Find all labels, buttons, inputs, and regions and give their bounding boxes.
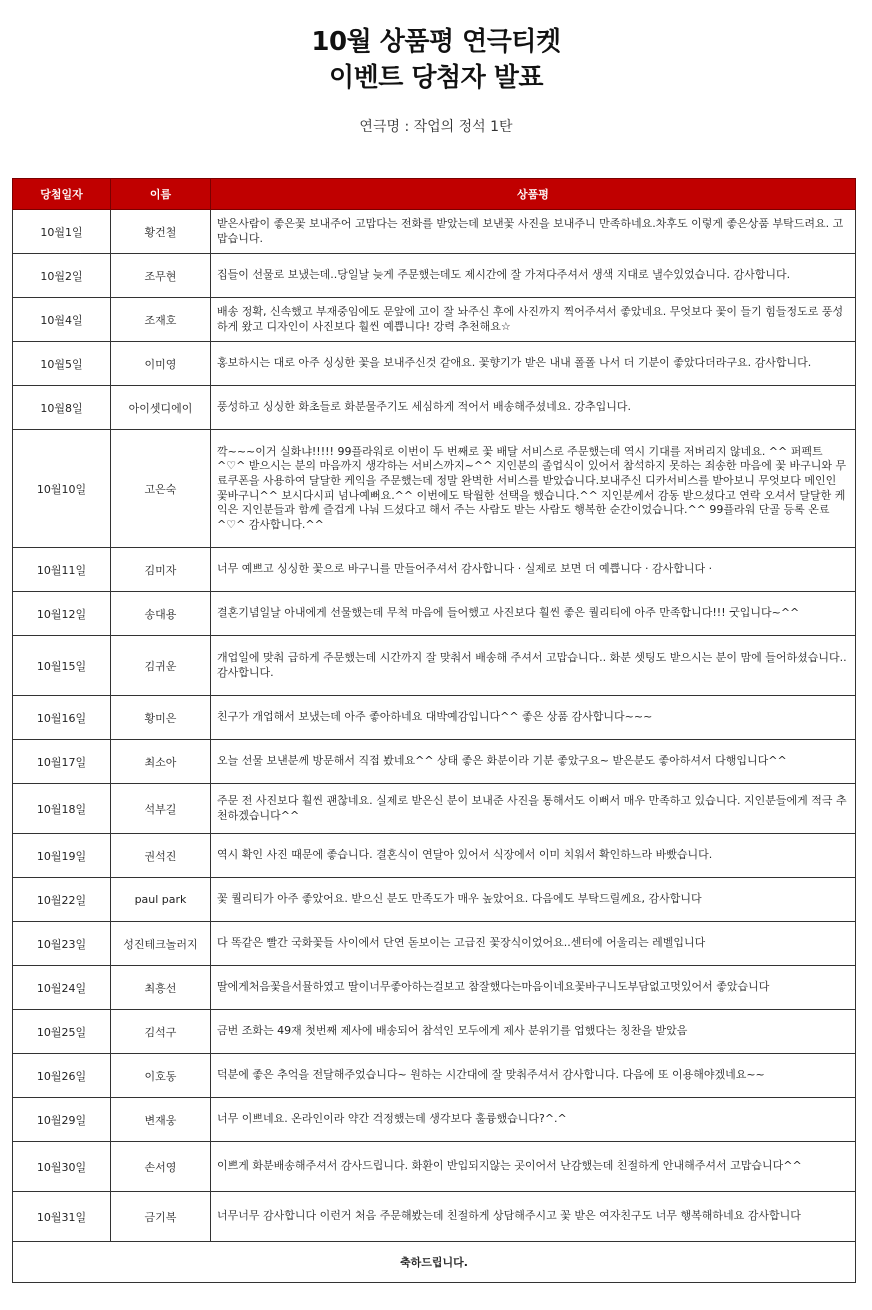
row-review: 딸에게처음꽃을서뮬하였고 딸이너무좋아하는걸보고 참잘했다는마음이네요꽃바구니도부담없고멋있어서 좋았습니다 (211, 966, 856, 1010)
table-row (13, 430, 856, 548)
row-date: 10월11일 (13, 548, 111, 592)
row-name: 변재웅 (111, 1098, 211, 1142)
row-name: 이호동 (111, 1054, 211, 1098)
row-review: 주문 전 사진보다 훨씬 괜찮네요. 실제로 받은신 분이 보내준 사진을 통해서도 이뻐서 매우 만족하고 있습니다. 지인분들에게 적극 추천하겠습니다^^ (211, 784, 856, 834)
table-row (13, 878, 856, 922)
row-name: 황미은 (111, 696, 211, 740)
row-name: paul park (111, 878, 211, 922)
table-header-row (13, 179, 856, 210)
row-review: 역시 확인 사진 때문에 좋습니다. 결혼식이 연달아 있어서 식장에서 이미 치워서 확인하느라 바빴습니다. (211, 834, 856, 878)
row-name: 성진테크놀러지 (111, 922, 211, 966)
row-name: 조재호 (111, 298, 211, 342)
row-review: 배송 정확, 신속했고 부재중임에도 문앞에 고이 잘 놔주신 후에 사진까지 찍어주셔서 좋았네요. 무엇보다 꽃이 들기 힘들정도로 풍성하게 왔고 디자인이 사진보다 훨씬 예쁩니다! 강력 추천해요☆ (211, 298, 856, 342)
row-date: 10월19일 (13, 834, 111, 878)
table-row (13, 740, 856, 784)
row-name: 이미영 (111, 342, 211, 386)
table-row (13, 386, 856, 430)
table-row (13, 1142, 856, 1192)
table-row (13, 342, 856, 386)
table-row (13, 548, 856, 592)
row-date: 10월22일 (13, 878, 111, 922)
row-date: 10월10일 (13, 430, 111, 548)
row-review: 금번 조화는 49재 첫번째 제사에 배송되어 참석인 모두에게 제사 분위기를 업했다는 칭찬을 받았음 (211, 1010, 856, 1054)
header-date: 당첨일자 (13, 179, 111, 210)
row-name: 김귀운 (111, 636, 211, 696)
play-name: 연극명 : 작업의 정석 1탄 (359, 119, 513, 135)
row-review: 다 똑같은 빨간 국화꽃들 사이에서 단연 돋보이는 고급진 꽃장식이었어요..센터에 어울리는 레벨입니다 (211, 922, 856, 966)
row-date: 10월12일 (13, 592, 111, 636)
row-review: 이쁘게 화분배송해주셔서 감사드립니다. 화환이 반입되지않는 곳이어서 난감했는데 친절하게 안내해주셔서 고맙습니다^^ (211, 1142, 856, 1192)
row-name: 최흥선 (111, 966, 211, 1010)
row-date: 10월1일 (13, 210, 111, 254)
row-name: 석부길 (111, 784, 211, 834)
table-row (13, 966, 856, 1010)
table-row (13, 636, 856, 696)
header-review: 상품평 (211, 179, 856, 210)
row-name: 금기복 (111, 1192, 211, 1242)
row-review: 받은사람이 좋은꽃 보내주어 고맙다는 전화를 받았는데 보낸꽃 사진을 보내주니 만족하네요.차후도 이렇게 좋은상품 부탁드려요. 고맙습니다. (211, 210, 856, 254)
row-review: 너무 이쁘네요. 온라인이라 약간 걱정했는데 생각보다 훌륭했습니다?^.^ (211, 1098, 856, 1142)
table-row (13, 1010, 856, 1054)
row-date: 10월8일 (13, 386, 111, 430)
table-row (13, 1192, 856, 1242)
title-line-1: 10월 상품평 연극티켓 (311, 27, 561, 57)
row-review: 너무 예쁘고 싱싱한 꽃으로 바구니를 만들어주셔서 감사합니다 · 실제로 보면 더 예쁩니다 · 감사합니다 · (211, 548, 856, 592)
row-review: 홍보하시는 대로 아주 싱싱한 꽃을 보내주신것 같애요. 꽃향기가 받은 내내 폴폴 나서 더 기분이 좋았다더라구요. 감사합니다. (211, 342, 856, 386)
row-name: 최소아 (111, 740, 211, 784)
page-title (0, 0, 872, 96)
row-date: 10월15일 (13, 636, 111, 696)
row-name: 고은숙 (111, 430, 211, 548)
congratulations-text: 축하드립니다. (13, 1242, 856, 1283)
row-name: 황건철 (111, 210, 211, 254)
row-review: 꽃 퀄리티가 아주 좋았어요. 받으신 분도 만족도가 매우 높았어요. 다음에도 부탁드릴께요, 감사합니다 (211, 878, 856, 922)
table-row (13, 1054, 856, 1098)
row-date: 10월31일 (13, 1192, 111, 1242)
row-date: 10월2일 (13, 254, 111, 298)
row-name: 김미자 (111, 548, 211, 592)
row-name: 권석진 (111, 834, 211, 878)
row-review: 개업일에 맞춰 급하게 주문했는데 시간까지 잘 맞춰서 배송해 주셔서 고맙습니다.. 화분 셋팅도 받으시는 분이 맘에 들어하셨습니다.. 감사합니다. (211, 636, 856, 696)
row-date: 10월23일 (13, 922, 111, 966)
row-date: 10월5일 (13, 342, 111, 386)
table-row (13, 254, 856, 298)
winners-table (12, 178, 856, 1283)
footer-row (13, 1242, 856, 1283)
row-date: 10월24일 (13, 966, 111, 1010)
row-review: 집들이 선물로 보냈는데..당일날 늦게 주문했는데도 제시간에 잘 가져다주셔서 생색 지대로 낼수있었습니다. 감사합니다. (211, 254, 856, 298)
row-review: 덕분에 좋은 추억을 전달해주었습니다~ 원하는 시간대에 잘 맞춰주셔서 감사합니다. 다음에 또 이용해야겠네요~~ (211, 1054, 856, 1098)
row-review: 친구가 개업해서 보냈는데 아주 좋아하네요 대박예감입니다^^ 좋은 상품 감사합니다~~~ (211, 696, 856, 740)
row-date: 10월29일 (13, 1098, 111, 1142)
row-review: 풍성하고 싱싱한 화초들로 화분물주기도 세심하게 적어서 배송해주셨네요. 강추입니다. (211, 386, 856, 430)
table-row (13, 298, 856, 342)
table-row (13, 1098, 856, 1142)
table-row (13, 210, 856, 254)
title-line-2: 이벤트 당첨자 발표 (328, 63, 544, 93)
row-date: 10월18일 (13, 784, 111, 834)
row-date: 10월4일 (13, 298, 111, 342)
row-date: 10월30일 (13, 1142, 111, 1192)
row-date: 10월25일 (13, 1010, 111, 1054)
row-name: 송대용 (111, 592, 211, 636)
row-name: 손서영 (111, 1142, 211, 1192)
row-review: 오늘 선물 보낸분께 방문해서 직접 봤네요^^ 상태 좋은 화분이라 기분 좋았구요~ 받은분도 좋아하셔서 다행입니다^^ (211, 740, 856, 784)
table-row (13, 922, 856, 966)
table-row (13, 696, 856, 740)
table-row (13, 592, 856, 636)
row-name: 김석구 (111, 1010, 211, 1054)
row-date: 10월16일 (13, 696, 111, 740)
row-date: 10월17일 (13, 740, 111, 784)
row-name: 조무현 (111, 254, 211, 298)
row-review: 너무너무 감사합니다 이런거 처음 주문해봤는데 친절하게 상담해주시고 꽃 받은 여자친구도 너무 행복해하네요 감사합니다 (211, 1192, 856, 1242)
row-date: 10월26일 (13, 1054, 111, 1098)
row-review: 깍~~~이거 실화냐!!!!! 99플라워로 이번이 두 번째로 꽃 배달 서비스로 주문했는데 역시 기대를 저버리지 않네요. ^^ 퍼펙트^♡^ 받으시는 분의 마음까지 생각하는 서비스까지~^^ 지인분의 졸업식이 있어서 참석하지 못하는 죄송한 마음에 꽃 바구니와 무료쿠폰을 사용하여 달달한 케익을 주문했는데 정말 완벽한 서비스를 받았습니다.보내주신 디카서비스를 받아보니 무엇보다 메인인 꽃바구니^^ 보시다시피 넘나예뻐요.^^ 이번에도 탁월한 선택을 했습니다.^^ 지인분께서 감동 받으셨다고 연락 오셔서 달달한 케익은 지인분들과 함께 즐겁게 나눠 드셨다고 해서 주는 사람도 받는 사람도 행복한 순간이었습니다.^^ 99플라워 단골 등록 온료^♡^ 감사합니다.^^ (211, 430, 856, 548)
row-name: 아이셋디에이 (111, 386, 211, 430)
table-row (13, 784, 856, 834)
row-review: 결혼기념일날 아내에게 선물했는데 무척 마음에 들어했고 사진보다 훨씬 좋은 퀄리티에 아주 만족합니다!!! 굿입니다~^^ (211, 592, 856, 636)
header-name: 이름 (111, 179, 211, 210)
table-row (13, 834, 856, 878)
